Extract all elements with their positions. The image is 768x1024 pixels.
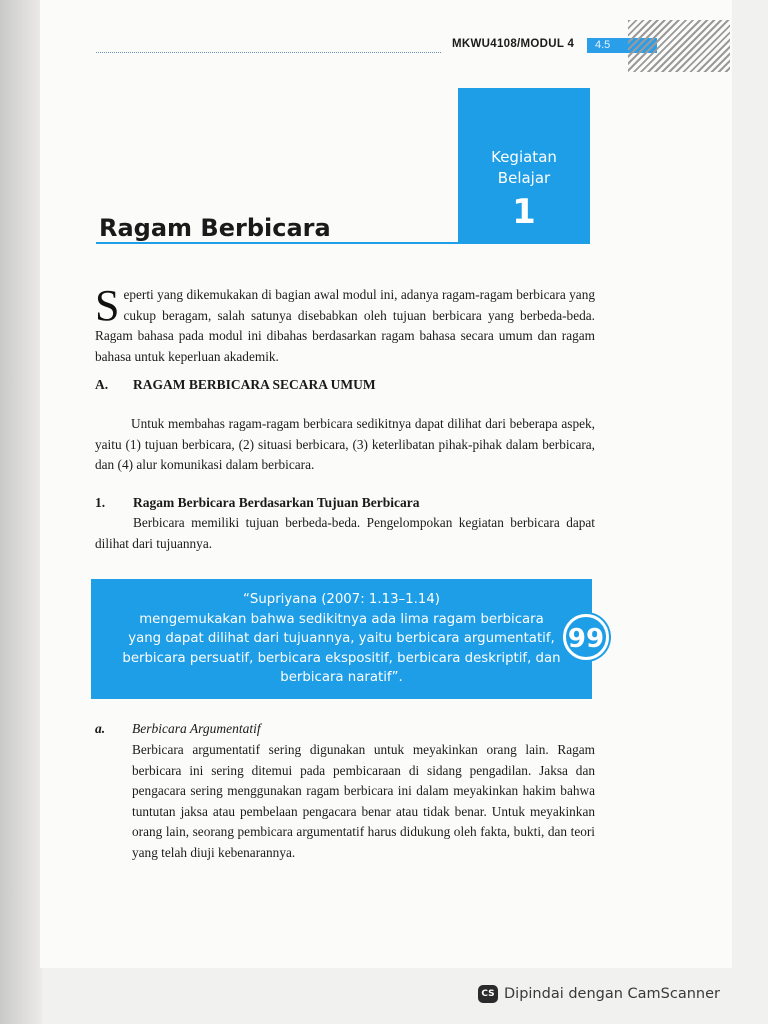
camscanner-logo-icon: CS [478,985,498,1003]
intro-text: eperti yang dikemukakan di bagian awal modul ini, adanya ragam-ragam berbicara yang cukup beragam, salah satunya disebabkan oleh tujuan berbicara yang berbeda-beda. Ragam bahasa pada modul ini dibahas berdasarkan ragam bahasa secara umum dan ragam bahasa untuk keperluan akademik. [95,287,595,364]
heading-text: Ragam Berbicara Berdasarkan Tujuan Berbicara [133,495,420,510]
belajar-label: Belajar [497,169,551,187]
header-rule [96,52,441,53]
camscanner-watermark [478,985,720,1011]
heading-number: 1. [95,495,106,510]
quote-line: berbicara persuatif, berbicara ekspositif, berbicara deskriptif, dan [122,650,561,666]
quote-line: berbicara naratif”. [280,670,403,685]
section-a-paragraph: Untuk membahas ragam-ragam berbicara sedikitnya dapat dilihat dari beberapa aspek, yaitu (1) tujuan berbicara, (2) situasi berbicara, (3) keterlibatan pihak-pihak dalam berbicara, dan (4) alur komunikasi dalam berbicara. [95,416,595,472]
quote-line: mengemukakan bahwa sedikitnya ada lima ragam berbicara [139,611,544,627]
quote-box [91,579,592,699]
module-code: MKWU4108/MODUL 4 [452,38,575,50]
heading-letter: a. [95,721,106,736]
quote-icon: 99 [563,614,609,660]
heading-section-a [95,377,376,393]
heading-subsection-a [95,721,261,737]
subsection-1-paragraph: Berbicara memiliki tujuan berbeda-beda. Pengelompokan kegiatan berbicara dapat dilihat dari tujuannya. [95,515,595,551]
intro-paragraph [95,281,595,367]
kegiatan-number: 1 [512,192,536,232]
heading-letter: A. [95,377,109,392]
decorative-stripes [628,20,730,72]
kegiatan-label: Kegiatan [491,148,557,166]
page-number: 4.5 [587,38,657,53]
section-title: Ragam Berbicara [99,214,331,242]
watermark-text: Dipindai dengan CamScanner [504,986,721,1002]
title-underline [96,242,460,244]
page-edge-shadow [0,0,42,1024]
quote-line: yang dapat dilihat dari tujuannya, yaitu berbicara argumentatif, [128,631,555,646]
drop-cap: S [95,281,120,330]
kegiatan-belajar-box [458,88,590,244]
heading-text: Berbicara Argumentatif [132,721,261,736]
subsection-a-paragraph: Berbicara argumentatif sering digunakan untuk meyakinkan orang lain. Ragam berbicara ini sering ditemui pada pembicaraan di sidang pengadilan. Jaksa dan pengacara sering menggunakan ragam berbicara ini dalam meyakinkan hakim bahwa tuntutan jaksa atau pembelaan pengacara benar atau tidak benar. Untuk meyakinkan orang lain, seorang pembicara argumentatif harus didukung oleh fakta, bukti, dan teori yang telah diuji kebenarannya. [132,742,595,860]
quote-line: “Supriyana (2007: 1.13–1.14) [243,592,440,607]
heading-text: RAGAM BERBICARA SECARA UMUM [133,377,376,392]
heading-subsection-1 [95,495,420,511]
